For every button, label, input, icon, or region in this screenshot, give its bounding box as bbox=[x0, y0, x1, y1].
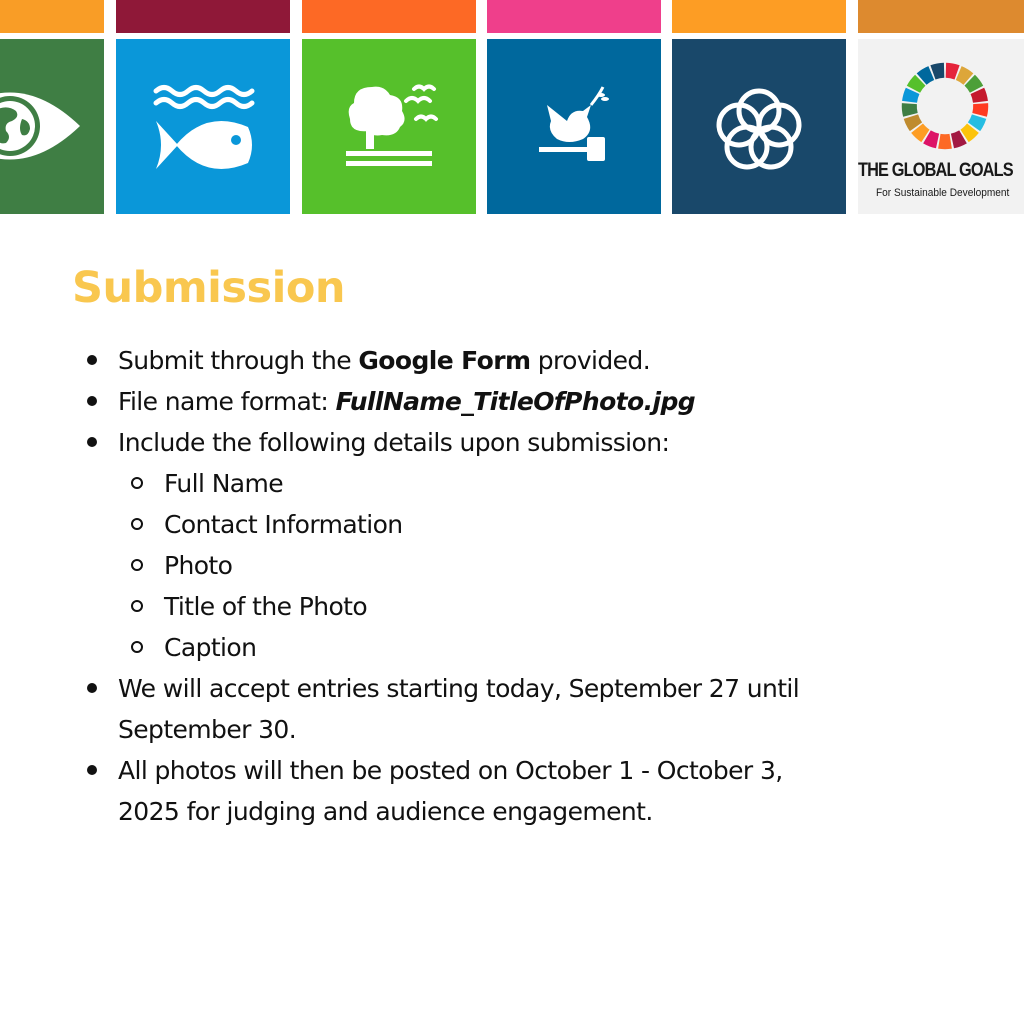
strip-segment bbox=[672, 0, 846, 33]
item-text: September 30. bbox=[118, 715, 297, 744]
item-text: provided. bbox=[530, 346, 651, 375]
strip-segment bbox=[858, 0, 1024, 33]
global-goals-logo bbox=[858, 39, 1024, 214]
sub-item-text: Caption bbox=[164, 633, 257, 662]
strip-segment bbox=[116, 0, 290, 33]
sdg-tile-peace-justice bbox=[487, 39, 661, 214]
file-format-text: FullName_TitleOfPhoto.jpg bbox=[335, 387, 696, 416]
circle-bullet-icon bbox=[131, 641, 143, 653]
sub-item-text: Title of the Photo bbox=[164, 592, 368, 621]
sdg-tile-life-below-water bbox=[116, 39, 290, 214]
bullet-icon bbox=[87, 683, 97, 693]
strip-segment bbox=[302, 0, 476, 33]
sub-list-item bbox=[164, 586, 918, 627]
submission-list bbox=[118, 340, 918, 832]
bullet-icon bbox=[87, 396, 97, 406]
item-text: 2025 for judging and audience engagement. bbox=[118, 797, 653, 826]
list-item bbox=[118, 668, 918, 750]
fish-waves-icon bbox=[116, 39, 290, 214]
sub-item-text: Photo bbox=[164, 551, 233, 580]
list-item bbox=[118, 750, 918, 832]
item-text: Submit through the bbox=[118, 346, 359, 375]
circle-bullet-icon bbox=[131, 477, 143, 489]
circle-bullet-icon bbox=[131, 518, 143, 530]
item-text: We will accept entries starting today, September 27 until bbox=[118, 674, 800, 703]
bullet-icon bbox=[87, 765, 97, 775]
brand-subtitle: For Sustainable Development bbox=[876, 187, 1010, 199]
circle-bullet-icon bbox=[131, 600, 143, 612]
tree-birds-icon bbox=[302, 39, 476, 214]
bullet-icon bbox=[87, 437, 97, 447]
list-item bbox=[118, 381, 918, 422]
dove-gavel-icon bbox=[487, 39, 661, 214]
brand-title: THE GLOBAL GOALS bbox=[858, 160, 1013, 181]
sub-item-text: Full Name bbox=[164, 469, 284, 498]
sub-item-text: Contact Information bbox=[164, 510, 403, 539]
strip-segment bbox=[0, 0, 104, 33]
circle-bullet-icon bbox=[131, 559, 143, 571]
rings-icon bbox=[672, 39, 846, 214]
item-text: File name format: bbox=[118, 387, 336, 416]
sdg-tile-life-on-land bbox=[302, 39, 476, 214]
sub-list-item bbox=[164, 463, 918, 504]
sub-list-item bbox=[164, 545, 918, 586]
eye-globe-icon bbox=[0, 39, 104, 214]
sdg-wheel-icon bbox=[898, 59, 992, 153]
wheel-segment bbox=[938, 134, 952, 149]
sub-list-item bbox=[164, 504, 918, 545]
wheel-segment bbox=[972, 103, 988, 117]
wheel-segment bbox=[902, 103, 918, 117]
sub-list-item bbox=[164, 627, 918, 668]
page-title: Submission bbox=[72, 263, 345, 313]
bullet-icon bbox=[87, 355, 97, 365]
item-text: Include the following details upon submission: bbox=[118, 428, 670, 457]
list-item bbox=[118, 340, 918, 381]
sdg-tile-eye-globe bbox=[0, 39, 104, 214]
strip-segment bbox=[487, 0, 661, 33]
sdg-tile-partnerships bbox=[672, 39, 846, 214]
google-form-text: Google Form bbox=[358, 346, 531, 375]
item-text: All photos will then be posted on October 1 - October 3, bbox=[118, 756, 783, 785]
list-item bbox=[118, 422, 918, 463]
